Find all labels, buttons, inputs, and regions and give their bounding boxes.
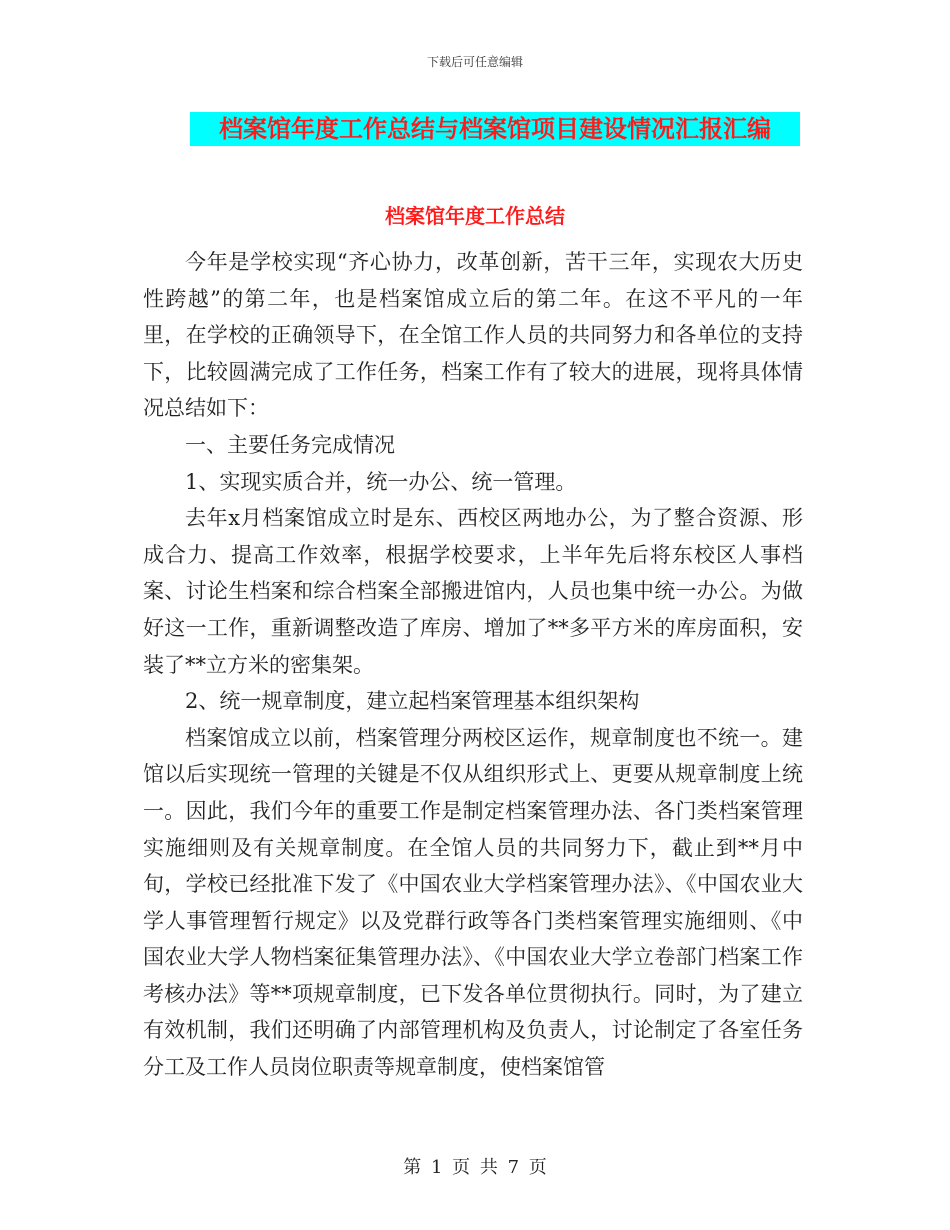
main-title: 档案馆年度工作总结与档案馆项目建设情况汇报汇编 — [219, 114, 771, 143]
page-number: 第 1 页 共 7 页 — [403, 1157, 547, 1178]
paragraph: 去年x月档案馆成立时是东、西校区两地办公，为了整合资源、形成合力、提高工作效率，根据学校要求，上半年先后将东校区人事档案、讨论生档案和综合档案全部搬进馆内，人员也集中统一办公。为做好这一工作，重新调整改造了库房、增加了**多平方米的库房面积，安装了**立方米的密集架。 — [143, 506, 803, 677]
paragraph: 2、统一规章制度，建立起档案管理基本组织架构 — [185, 689, 640, 714]
section-title: 档案馆年度工作总结 — [385, 204, 565, 228]
header-note: 下载后可任意编辑 — [426, 55, 523, 69]
paragraph: 1、实现实质合并，统一办公、统一管理。 — [185, 469, 577, 494]
main-title-highlight — [190, 112, 800, 146]
paragraph: 今年是学校实现“齐心协力，改革创新，苦干三年，实现农大历史性跨越”的第二年，也是档案馆成立后的第二年。在这不平凡的一年里，在学校的正确领导下，在全馆工作人员的共同努力和各单位的支持下，比较圆满完成了工作任务，档案工作有了较大的进展，现将具体情况总结如下： — [143, 250, 803, 421]
document-body — [143, 244, 803, 1086]
paragraph: 一、主要任务完成情况 — [185, 432, 395, 457]
paragraph: 档案馆成立以前，档案管理分两校区运作，规章制度也不统一。建馆以后实现统一管理的关键是不仅从组织形式上、更要从规章制度上统一。因此，我们今年的重要工作是制定档案管理办法、各门类档案管理实施细则及有关规章制度。在全馆人员的共同努力下，截止到**月中旬，学校已经批准下发了《中国农业大学档案管理办法》、《中国农业大学人事管理暂行规定》以及党群行政等各门类档案管理实施细则、《中国农业大学人物档案征集管理办法》、《中国农业大学立卷部门档案工作考核办法》等**项规章制度，已下发各单位贯彻执行。同时，为了建立有效机制，我们还明确了内部管理机构及负责人，讨论制定了各室任务分工及工作人员岗位职责等规章制度，使档案馆管 — [143, 725, 803, 1080]
